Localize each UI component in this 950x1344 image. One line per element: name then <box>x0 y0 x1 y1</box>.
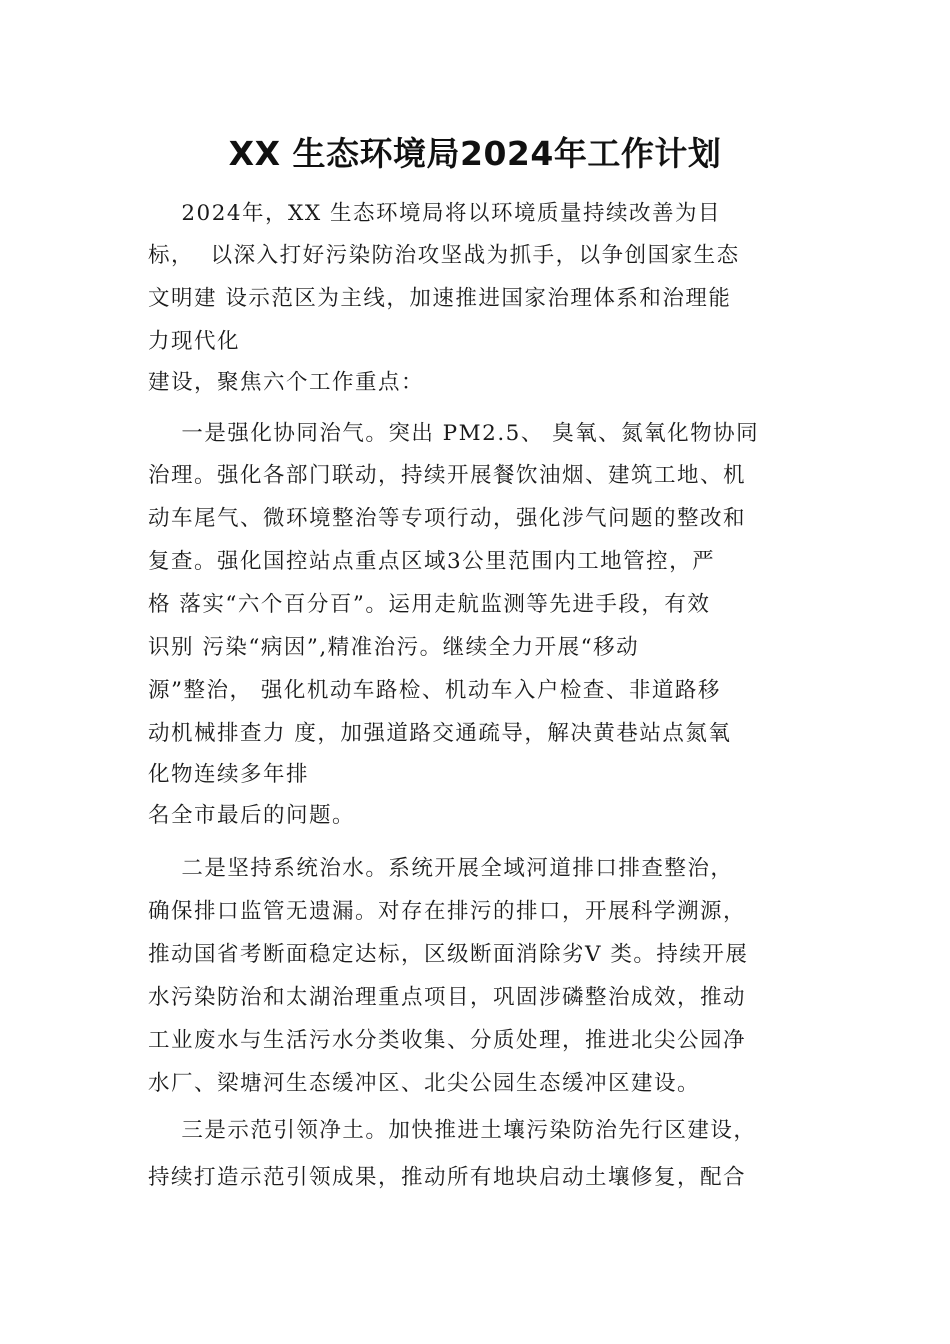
water-paragraph-line: 推动国省考断面稳定达标，区级断面消除劣Ⅴ 类。持续开展 <box>148 942 749 967</box>
air-paragraph-line: 名全市最后的问题。 <box>148 803 356 828</box>
air-paragraph-line: 化物连续多年排 <box>148 762 310 787</box>
air-paragraph-line: 源”整治， 强化机动车路检、机动车入户检查、非道路移 <box>148 678 721 703</box>
air-paragraph-line: 格 落实“六个百分百”。运用走航监测等先进手段，有效 <box>148 592 711 617</box>
air-paragraph-line: 治理。强化各部门联动，持续开展餐饮油烟、建筑工地、机 <box>148 463 747 488</box>
intro-line: 建设，聚焦六个工作重点： <box>148 370 425 395</box>
document-title: XX 生态环境局2024年工作计划 <box>228 134 722 173</box>
air-paragraph-line: 复查。强化国控站点重点区域3公里范围内工地管控，严 <box>148 549 716 574</box>
water-paragraph-line: 二是坚持系统治水。系统开展全域河道排口排查整治， <box>148 856 734 881</box>
intro-line: 力现代化 <box>148 329 241 354</box>
air-paragraph-line: 一是强化协同治气。突出 PM2.5、 臭氧、氮氧化物协同 <box>148 421 760 446</box>
water-paragraph-line: 水厂、梁塘河生态缓冲区、北尖公园生态缓冲区建设。 <box>148 1071 701 1096</box>
air-paragraph-line: 动机械排查力 度，加强道路交通疏导，解决黄巷站点氮氧 <box>148 721 732 746</box>
intro-line: 2024年，XX 生态环境局将以环境质量持续改善为目 <box>148 201 722 226</box>
water-paragraph-line: 确保排口监管无遗漏。对存在排污的排口，开展科学溯源， <box>148 899 747 924</box>
soil-paragraph-line: 持续打造示范引领成果，推动所有地块启动土壤修复，配合 <box>148 1165 747 1190</box>
soil-paragraph-line: 三是示范引领净土。加快推进土壤污染防治先行区建设， <box>148 1118 757 1143</box>
water-paragraph-line: 水污染防治和太湖治理重点项目，巩固涉磷整治成效，推动 <box>148 985 747 1010</box>
air-paragraph-line: 动车尾气、微环境整治等专项行动，强化涉气问题的整改和 <box>148 506 747 531</box>
water-paragraph-line: 工业废水与生活污水分类收集、分质处理，推进北尖公园净 <box>148 1028 747 1053</box>
intro-line: 标， 以深入打好污染防治攻坚战为抓手，以争创国家生态 <box>148 243 740 268</box>
intro-line: 文明建 设示范区为主线，加速推进国家治理体系和治理能 <box>148 286 732 311</box>
air-paragraph-line: 识别 污染“病因”,精准治污。继续全力开展“移动 <box>148 635 640 660</box>
